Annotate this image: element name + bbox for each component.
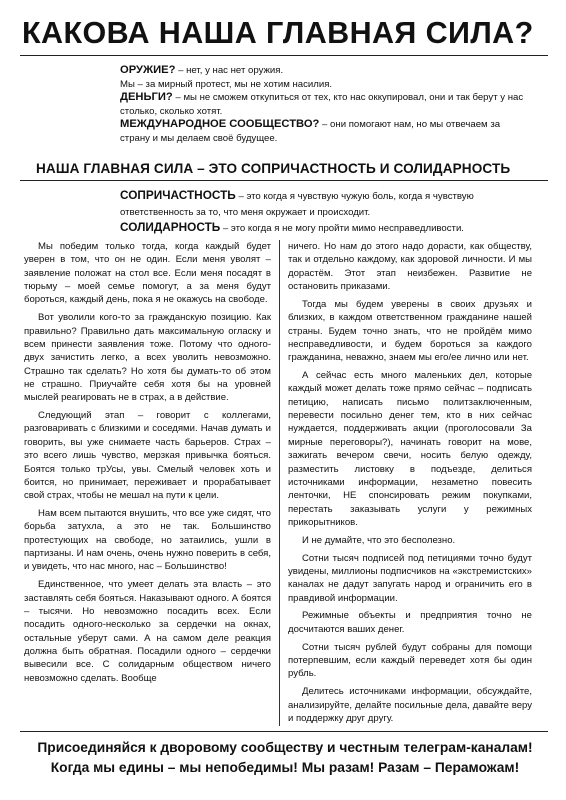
paragraph: Режимные объекты и предприятия точно не досчитаются ваших денег. (288, 610, 532, 635)
title-underline (20, 55, 548, 56)
paragraph: Следующий этап – говорит с коллегами, разговаривать с близкими и соседями. Начав думать и говорить, вы уже снимаете часть барьеров. Страх – это всего лишь чувство, мерзкая привычка бояться. Боятся только трУсы, увы. Смелый человек хоть и боится, но принимает, переживает и прорабатывает свой страх, чтобы не мешал на пути к цели. (24, 410, 271, 502)
paragraph: Единственное, что умеет делать эта власть – это заставлять себя бояться. Наказывают одного. А боятся – тысячи. Но невозможно посадить всех. Если посадить одного-несколько за сердечки на окнах, остальные уберут сами. А на самом деле реакция должна быть обратная. Посадили одного – сердечки вывесили все. С солидарным обществом ничего невозможно сделать. Вообще (24, 579, 271, 684)
paragraph: Делитесь источниками информации, обсуждайте, анализируйте, делайте посильные дела, давайте веру и поддержку друг другу. (288, 686, 532, 724)
key-term-involvement (120, 188, 540, 220)
definitions-block (120, 64, 530, 145)
paragraph: И не думайте, что это бесполезно. (302, 534, 456, 546)
paragraph: Тогда мы будем уверены в своих друзьях и близких, в каждом ответственном гражданине нашей страны. Будем точно знать, что не пройдём мимо несправедливости, и будем бороться за каждого гражданина, неважно, знаем мы его/ее лично или нет. (288, 298, 532, 364)
paragraph: Сотни тысяч подписей под петициями точно будут увидены, миллионы подписчиков на «экстремистских» каналах не дадут запугать народ и ограничить его в правдивой информации. (288, 552, 532, 604)
definition-text: – они помогают нам, но мы отвечаем за страну и мы делаем своё будущее. (120, 119, 501, 144)
paragraph: Вот уволили кого-то за гражданскую позицию. Как правильно? Правильно дать максимальную огласку и всем принести заявления тоже. Потому что одного-двух зачистить легко, а всех уволить невозможно. Страшно так сделать? Но хотя бы думать-то об этом не страшно. Приучайте себя хотя бы на уровней мыслей реагировать не в страх, а в действие. (24, 312, 271, 404)
footer-divider (20, 731, 548, 732)
definition-weapons (120, 64, 530, 78)
subheading-underline (20, 180, 548, 181)
section-subheading: НАША ГЛАВНАЯ СИЛА – ЭТО СОПРИЧАСТНОСТЬ И СОЛИДАРНОСТЬ (36, 161, 511, 176)
paragraph: А сейчас есть много маленьких дел, которые каждый может делать тоже прямо сейчас – подписать петицию, написать письмо политзаключенным, перевести посильно денег тем, кто в них сейчас нуждается, поддерживать акции (проголосовали За мирные переговоры?), начинать говорит на мове, зажигать вечером свечи, носить белую одежду, разместить листовку в подъезде, делиться источниками информации, незаметно повесить ленточки, НЕ спонсировать режим покупками, перестать заказывать услуги у режимных прикорытников. (288, 370, 532, 528)
left-column (24, 240, 271, 690)
key-terms-block (120, 188, 540, 237)
definition-text: Мы – за мирный протест, мы не хотим насилия. (120, 78, 333, 90)
key-term: СОПРИЧАСТНОСТЬ (120, 188, 236, 202)
key-term: СОЛИДАРНОСТЬ (120, 220, 221, 234)
key-term-solidarity (120, 220, 540, 237)
right-column (288, 240, 532, 730)
column-divider (279, 240, 280, 726)
paragraph: ничего. Но нам до этого надо дорасти, как обществу, так и отдельно каждому, как здоровой личности. И мы дорастём. Этот этап неизбежен. Развитие не остановить приказами. (288, 241, 532, 293)
key-term-text: – это когда я чувствую чужую боль, когда я чувствую ответственность за то, что меня окружает и происходит. (120, 191, 474, 218)
definition-text: – нет, у нас нет оружия. (175, 65, 284, 76)
definition-money (120, 91, 530, 118)
footer-line: Присоединяйся к дворовому сообществу и честным телеграм-каналам! (37, 740, 533, 755)
definition-international (120, 118, 530, 145)
footer-line: Когда мы едины – мы непобедимы! Мы разам! Разам – Пераможам! (50, 759, 520, 775)
key-term-text: – это когда я не могу пройти мимо несправедливости. (220, 223, 464, 234)
definition-term: ОРУЖИЕ? (120, 64, 176, 76)
paragraph: Нам всем пытаются внушить, что все уже сидят, что борьба затухла, а это не так. Большинство протестующих на свободе, но затаились, ушли в партизаны. И нам очень, очень нужно поверить в себя, и увидеть, что нас много, нас – Большинство! (24, 508, 271, 573)
definition-text: – мы не сможем откупиться от тех, кто нас оккупировал, они и так берут у нас столько, сколько хотят. (120, 92, 524, 117)
definition-term: ДЕНЬГИ? (120, 91, 173, 103)
definition-peaceful (120, 78, 530, 92)
footer-slogans (20, 738, 550, 777)
definition-term: МЕЖДУНАРОДНОЕ СООБЩЕСТВО? (120, 118, 320, 130)
page-title: КАКОВА НАША ГЛАВНАЯ СИЛА? (22, 16, 534, 50)
paragraph: Мы победим только тогда, когда каждый будет уверен в том, что он не один. Если меня уволят – заявление положат на стол все. Если меня посадят в тюрьму – моей семье помогут, а за меня будут бороться, каждый день, пока я не окажусь на свободе. (24, 241, 271, 306)
paragraph: Сотни тысяч рублей будут собраны для помощи потерпевшим, если каждый переведет хотя бы один рубль. (288, 641, 532, 680)
